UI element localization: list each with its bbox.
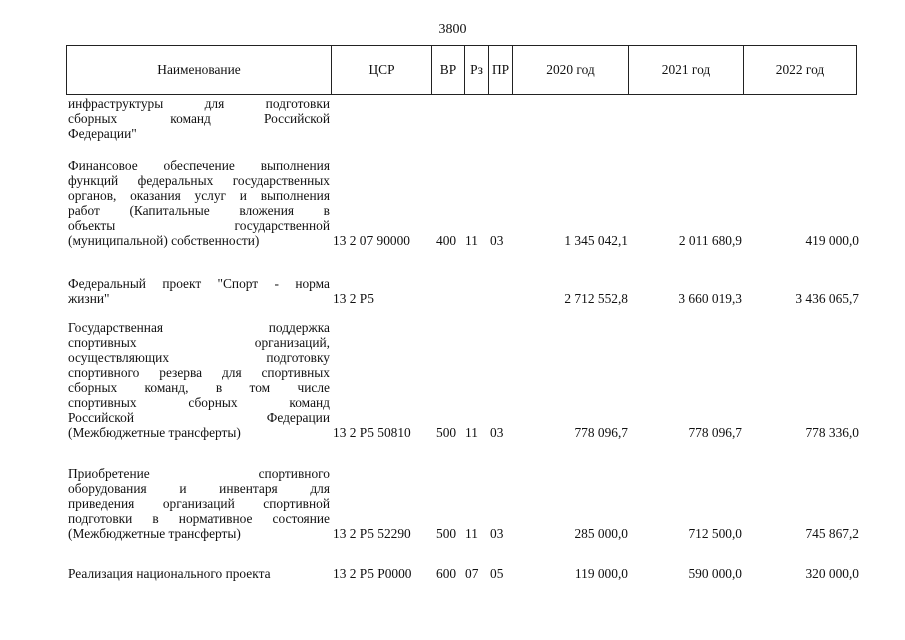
row-cell-vr: 400 [436,233,457,248]
row-name-line: осуществляющих подготовку [68,350,330,365]
table-header [66,45,857,95]
row-name-line: приведения организаций спортивной [68,496,330,511]
row-cell-csr: 13 2 P5 52290 [333,526,411,541]
header-name: Наименование [67,46,332,94]
row-cell-vr: 600 [436,566,457,581]
header-csr: ЦСР [332,46,432,94]
row-cell-rz: 11 [465,233,478,248]
row-name-line: Финансовое обеспечение выполнения [68,158,330,173]
row-cell-csr: 13 2 P5 [333,291,374,306]
row-name-line: работ (Капитальные вложения в [68,203,330,218]
row-cell-vr: 500 [436,425,457,440]
row-name-line: сборных команд, в том числе [68,380,330,395]
row-cell-y2020: 778 096,7 [574,425,628,440]
header-pr: ПР [489,46,513,94]
row-cell-y2021: 590 000,0 [688,566,742,581]
row-name-line: Российской Федерации [68,410,330,425]
header-2022: 2022 год [775,62,825,77]
row-name-line: спортивного резерва для спортивных [68,365,330,380]
page-number: 3800 [438,22,467,37]
row-cell-y2020: 285 000,0 [574,526,628,541]
row-cell-csr: 13 2 P5 50810 [333,425,411,440]
header-2021: 2021 год [629,46,744,94]
row-cell-y2021: 712 500,0 [688,526,742,541]
row-name-line: Государственная поддержка [68,320,330,335]
row-name-line: сборных команд Российской [68,111,330,126]
row-cell-rz: 11 [465,526,478,541]
row-name-line: Федерации" [68,126,137,141]
row-cell-csr: 13 2 P5 P0000 [333,566,412,581]
row-name-line: функций федеральных государственных [68,173,330,188]
row-name-line: (Межбюджетные трансферты) [68,526,241,541]
header-rz: Рз [465,46,489,94]
row-cell-y2022: 320 000,0 [805,566,859,581]
row-name-line: Приобретение спортивного [68,466,330,481]
header-vr: ВР [432,46,465,94]
row-cell-y2020: 1 345 042,1 [564,233,628,248]
row-name-line: оборудования и инвентаря для [68,481,330,496]
row-name-line: Федеральный проект "Спорт - норма [68,276,330,291]
row-cell-y2022: 778 336,0 [805,425,859,440]
row-name-line: инфраструктуры для подготовки [68,96,330,111]
row-name-line: (муниципальной) собственности) [68,233,260,248]
row-cell-pr: 03 [490,425,504,440]
row-name-line: жизни" [68,291,110,306]
row-name-line: спортивных организаций, [68,335,330,350]
header-2020: 2020 год [513,46,629,94]
row-cell-vr: 500 [436,526,457,541]
row-cell-y2021: 778 096,7 [688,425,742,440]
row-cell-csr: 13 2 07 90000 [333,233,410,248]
row-cell-y2022: 3 436 065,7 [795,291,859,306]
row-name-line: органов, оказания услуг и выполнения [68,188,330,203]
row-cell-pr: 05 [490,566,504,581]
row-name-line: спортивных сборных команд [68,395,330,410]
row-cell-y2022: 419 000,0 [805,233,859,248]
row-name-line: (Межбюджетные трансферты) [68,425,241,440]
row-cell-pr: 03 [490,526,504,541]
row-cell-y2020: 2 712 552,8 [564,291,628,306]
row-cell-rz: 07 [465,566,479,581]
row-cell-rz: 11 [465,425,478,440]
row-name-line: объекты государственной [68,218,330,233]
row-cell-y2021: 2 011 680,9 [678,233,742,248]
row-name-line: Реализация национального проекта [68,566,271,581]
row-name-line: подготовки в нормативное состояние [68,511,330,526]
row-cell-y2021: 3 660 019,3 [678,291,742,306]
row-cell-y2020: 119 000,0 [574,566,628,581]
row-cell-y2022: 745 867,2 [805,526,859,541]
row-cell-pr: 03 [490,233,504,248]
